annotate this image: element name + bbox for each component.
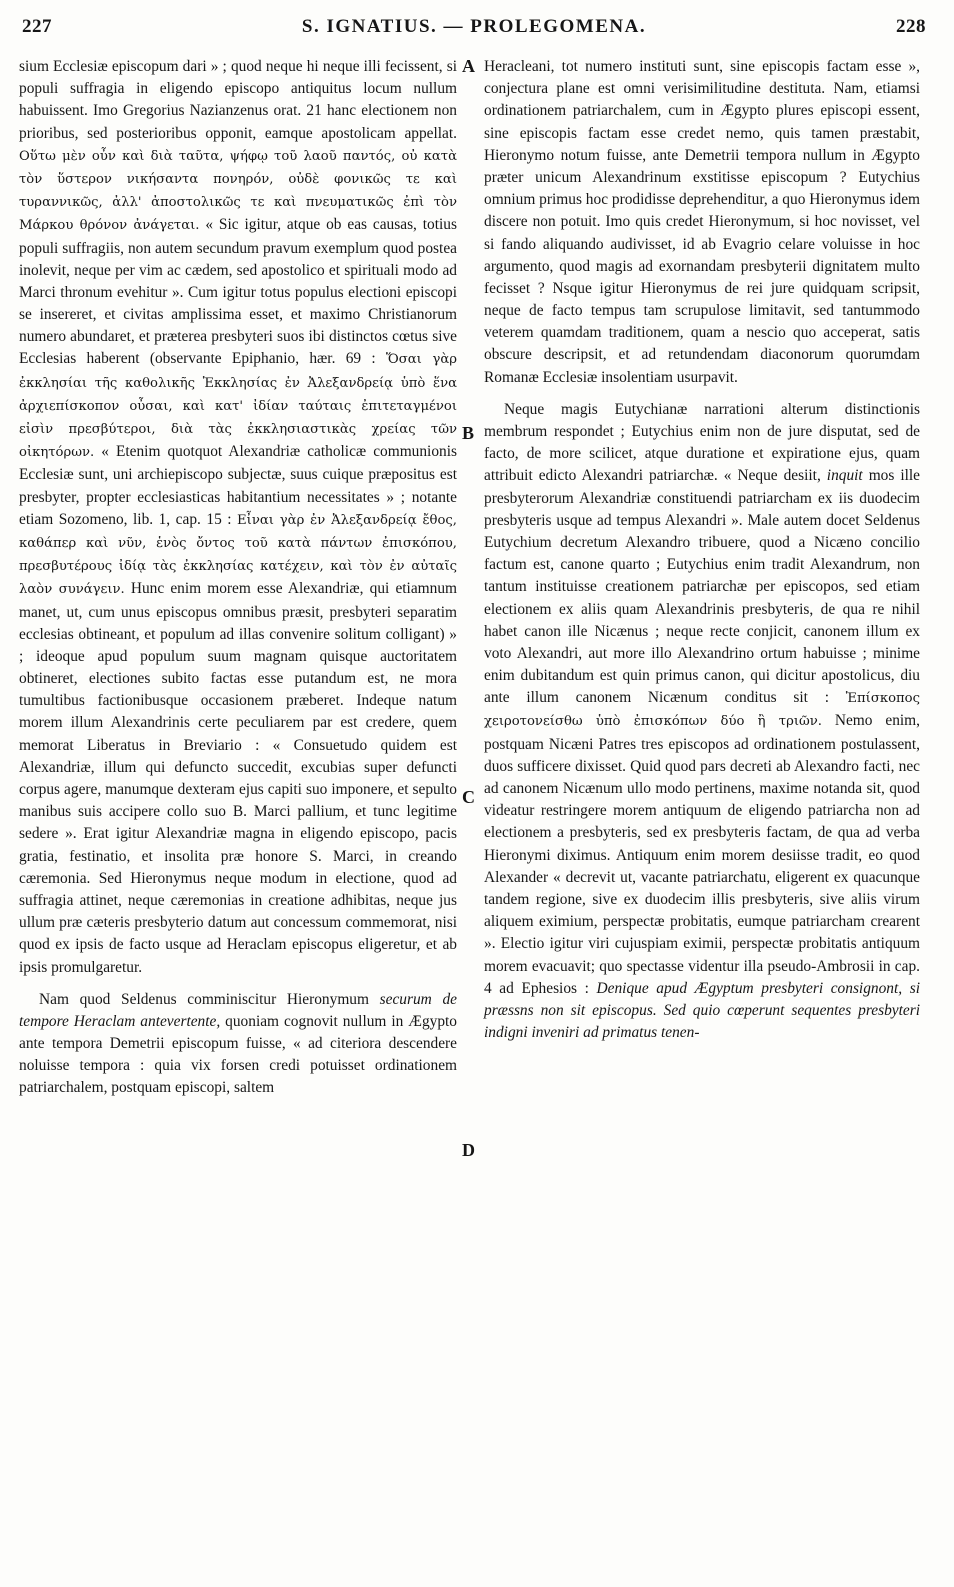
page-number-right: 228 <box>896 16 926 37</box>
page-number-left: 227 <box>22 16 52 37</box>
margin-marker-c: C <box>462 787 475 807</box>
greek-quotation: Ὅσαι γὰρ ἐκκλησίαι τῆς καθολικῆς Ἐκκλησίας ἐν Ἀλεξανδρείᾳ ὑπὸ ἕνα ἀρχιεπίσκοπον οὖσαι, καὶ κατ' ἰδίαν ταύταις ἐπιτεταγμένοι εἰσὶν πρεσβύτεροι, διὰ τὰς ἐκκλησιαστικὰς χρείας τῶν οἰκητόρων. <box>19 352 457 461</box>
left-paragraph-2 <box>19 989 457 1100</box>
margin-marker-a: A <box>462 56 475 76</box>
running-title: S. IGNATIUS. — PROLEGOMENA. <box>301 16 647 37</box>
left-paragraph-1 <box>19 56 457 979</box>
text-run: « Etenim quotquot Alexandriæ catholicæ communionis Ecclesiæ sunt, uni archiepiscopo subjectæ, suus cuique præpositus est presbyter, propter ecclesiasticas habitantium necessitates » ; notante etiam Sozomeno, lib. 1, cap. 15 : <box>19 443 457 528</box>
italic-word: inquit <box>826 467 863 485</box>
greek-quotation: Ἐπίσκοπος χειροτονείσθω ὑπὸ ἐπισκόπων δύο ἢ τριῶν. <box>484 691 920 730</box>
right-paragraph-1: Heracleani, tot numero instituti sunt, sine episcopis factam esse », conjectura plane est omni verisimilitudine destituta. Nam, etiamsi ordinationem patriarchalem, cum in Ægypto plures episcopi essent, sine episcopis factam esse credet nemo, quis tamen præstabit, Hieronymo notum fuisse, ante Demetrii tempora nullum in Ægypto præter unicum Alexandrinum exstitisse episcopum ? Eutychius omnium primus hoc prodidisse deprehenditur, a quo Hieronymus idem discere non potuit. Imo quis credet Hieronymum, si hoc novisset, vel si fando aliquando audivisset, id ab Evagrio celare voluisse in hoc argumento, quod magis ad exornandam presbyterii dignitatem multo fecisset ? Nsque igitur Hieronymus de rei jure quidquam scripsit, neque de facto tempus tam scrupulose limitavit, sed tantummodo veterem quamdam traditionem, quam a nescio quo acceperat, satis obscure descripsit, et ad retundendam diaconorum quorumdam Romanæ Ecclesiæ insolentiam usurpavit. <box>484 58 920 386</box>
left-column <box>19 56 457 1100</box>
text-run: quoniam cognovit nullum in Ægypto ante tempora Demetrii episcopum fuisse, « ad citeriora descendere noluisse tempora : quia vix forsen credi potuisset ordinationem patriarchalem, postquam episcopi, saltem <box>19 1012 458 1097</box>
text-run: Nam quod Seldenus comminiscitur Hieronymum <box>39 990 380 1008</box>
page-header <box>22 16 926 46</box>
text-run: Nemo enim, postquam Nicæni Patres tres episcopos ad ordinationem postulassent, duos sufficere dixisset. Quid quod pars decreti ab Alexandro facti, nec ad canonem Nicænum ullo modo pertinens, maxime notanda sit, quod videatur restringere morem antiquum de eligendo patriarcha non ad electionem a presbyteris, sed ex presbyteris factam, de qua ad verba Hieronymi diximus. Antiquum enim morem desiisse tradit, eo quod Alexander « decrevit ut, vacante patriarchatu, eligerent ex quacunque tandem regione, sive ex duodecim illis presbyteris, sive aliis virum aliquem eximium, perspectæ probitatis, eumque patriarcham crearent ». Electio igitur viri cujuspiam eximii, perspectæ probitatis antiquum morem evacuavit; quo spectasse videntur illa pseudo-Ambrosii in cap. 4 ad Ephesios : <box>484 712 920 997</box>
text-run: sium Ecclesiæ episcopum dari » ; quod neque hi neque illi fecissent, si populi suffragia in eligendo episcopo antiquitus locum nullum habuissent. Imo Gregorius Nazianzenus orat. 21 hanc electionem non prioribus, sed posterioribus opponit, eamque apostolicam appellat. <box>19 58 457 142</box>
right-paragraph-2 <box>484 399 920 1044</box>
greek-quotation: Οὕτω μὲν οὖν καὶ διὰ ταῦτα, ψήφῳ τοῦ λαοῦ παντός, οὐ κατὰ τὸν ὕστερον νικήσαντα πονηρόν, οὐδὲ φονικῶς τε καὶ τυραννικῶς, ἀλλ' ἀποστολικῶς τε καὶ πνευματικῶς ἐπὶ τὸν Μάρκου θρόνον ἀνάγεται. <box>19 148 457 234</box>
margin-marker-d: D <box>462 1140 475 1160</box>
text-run: Neque magis Eutychianæ narrationi alterum distinctionis membrum respondet ; Eutychius enim non de jure disputat, sed de facto, de more scilicet, atque duratione et expiratione ejus, quam attribuit edicto Alexandri patriarchæ. « Neque desiit, <box>484 400 920 485</box>
text-run: « Sic igitur, atque ob eas causas, totius populi suffragiis, non autem secundum pravum exemplum quod postea inolevit, neque per vim ac cædem, sed apostolico et spirituali modo ad Marci thronum evehitur ». Cum igitur totus populus electioni episcopi se insereret, et civitas amplissima esset, et maximo Christianorum numero abundaret, et præterea presbyteri suos ibi distinctos cœtus sive Ecclesias haberent (observante Epiphanio, hær. 69 : <box>19 216 457 368</box>
text-run: mos ille presbyterorum Alexandriæ constituendi patriarcham ex iis duodecim presbyteris usque ad tempus Alexandri ». Male autem docet Seldenus Eutychium decretum Alexandro tribuere, quod a Nicæno concilio factum est, canone quarto ; Eutychius enim tradit Alexandrum, non tantum instituisse creationem patriarchæ per episcopos, sed etiam electionem ex aliis quam Alexandrinis presbyteris, de qua re nihil habet canon ille Nicænus ; neque recte conjicit, canonem illum ex voto Alexandri, aut more illo Alexandrino ortum habuisse ; minime enim dubitandum est quin primus canon, qui dicitur apostolicus, diu ante illum canonem Nicænum conditus sit : <box>484 467 921 707</box>
italic-phrase: securum de tempore Heraclam antevertente, <box>19 990 457 1030</box>
right-column <box>484 56 920 1044</box>
greek-quotation: Εἶναι γὰρ ἐν Ἀλεξανδρείᾳ ἔθος, καθάπερ καὶ νῦν, ἑνὸς ὄντος τοῦ κατὰ πάντων ἐπισκόπου, πρεσβυτέρους ἰδίᾳ τὰς ἐκκλησίας κατέχειν, καὶ τὸν ἐν αὐταῖς λαὸν συνάγειν. <box>19 512 457 598</box>
italic-quotation: Denique apud Ægyptum presbyteri consignont, si præssns non sit episcopus. Sed quio cœperunt sequentes presbyteri indigni inveniri ad primatus tenen- <box>484 979 920 1042</box>
margin-marker-b: B <box>462 423 475 443</box>
text-run: Hunc enim morem esse Alexandriæ, qui etiamnum manet, ut, cum unus episcopus omnibus præsit, presbyteri separatim ecclesias obtineant, et populum ad illas convenire solitum colligant) » ; ideoque apud populum suum magnam quisque auctoritatem obtineret, electiones subito factas esse putandum est, ne mora tumultibus factionibusque occasionem præberet. Indeque natum morem illum Alexandrinis certe peculiarem par est credere, quem memorat Liberatus in Breviario : « Consuetudo quidem est Alexandriæ, illum qui defuncto succedit, excubias super defuncti corpus agere, manumque dexteram ejus capiti suo imponere, et sepulto manibus suis accipere collo suo B. Marci pallium, et tunc legitime sedere ». Erat igitur Alexandriæ magna in eligendo episcopo, pacis gratia, festinatio, et insolita præ honore S. Marci, in creando cæremonia. Sed Hieronymus neque modum in electione, quod ad suffragia attinet, neque cæremonias in creatione adhibitas, neque jus ullum præ cæteris presbyterio datum aut concessum commemorat, nisi quod ex ipsis de facto usque ad Heraclam episcopus eligeretur, et ab ipsis promulgaretur. <box>19 580 457 976</box>
